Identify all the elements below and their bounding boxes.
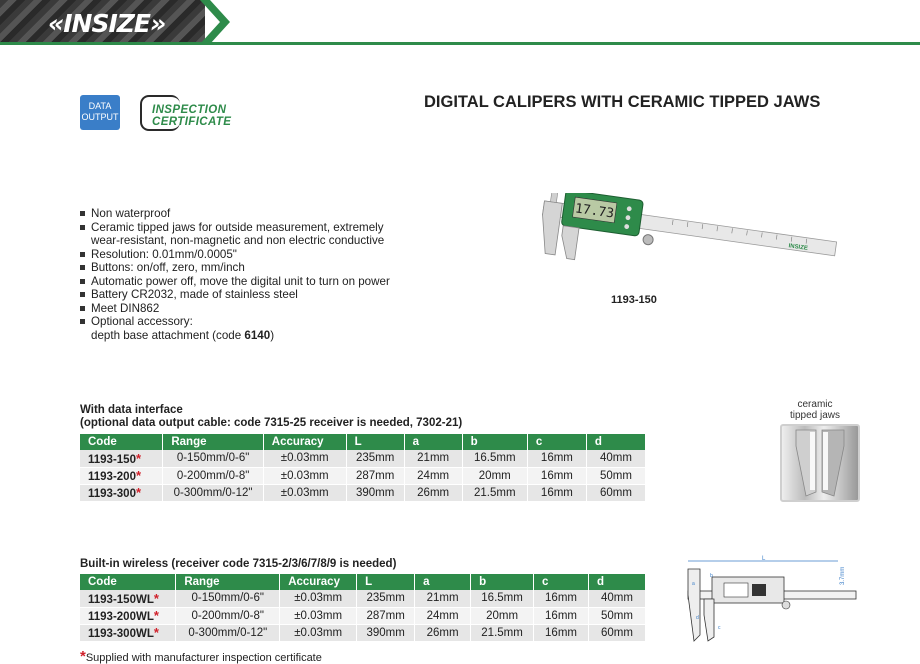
cell-a: 26mm <box>415 624 471 641</box>
header-c: c <box>534 574 589 590</box>
accessory-code: 6140 <box>244 328 271 342</box>
diagram-label-L: L <box>762 556 766 562</box>
cell-range: 0-200mm/0-8" <box>163 467 263 484</box>
cell-b: 16.5mm <box>462 450 527 467</box>
diagram-label-b: b <box>710 573 713 579</box>
cell-code <box>80 624 176 641</box>
feature-item: Resolution: 0.01mm/0.0005" <box>80 248 390 262</box>
header-accuracy: Accuracy <box>280 574 357 590</box>
cell-code <box>80 484 163 501</box>
ceramic-jaws-image <box>780 424 860 502</box>
cell-L: 235mm <box>357 590 415 607</box>
product-label: 1193-150 <box>611 294 657 306</box>
cell-accuracy: ±0.03mm <box>280 590 357 607</box>
table-header-row <box>80 574 646 590</box>
caliper-product-image <box>530 193 842 293</box>
certificate-star-icon: * <box>153 608 159 623</box>
header-b: b <box>462 434 527 450</box>
feature-item: Optional accessory: <box>80 315 390 329</box>
header-d: d <box>588 574 645 590</box>
table-row <box>80 607 646 624</box>
cell-a: 21mm <box>415 590 471 607</box>
header-accuracy: Accuracy <box>263 434 346 450</box>
header-range: Range <box>176 574 280 590</box>
diagram-label-c: c <box>718 625 721 631</box>
cell-range: 0-300mm/0-12" <box>176 624 280 641</box>
feature-item: Automatic power off, move the digital unit to turn on power <box>80 275 390 289</box>
data-output-line1: DATA <box>88 101 112 111</box>
header-banner <box>0 0 920 46</box>
code-text: 1193-200 <box>88 471 136 483</box>
certificate-star-icon: * <box>153 625 159 640</box>
cell-range: 0-300mm/0-12" <box>163 484 263 501</box>
table-row <box>80 467 646 484</box>
cell-L: 287mm <box>346 467 404 484</box>
brand-logo: «INSIZE» <box>48 9 166 38</box>
cell-d: 50mm <box>588 607 645 624</box>
feature-list <box>80 207 390 342</box>
data-output-badge <box>80 95 120 130</box>
diagram-label-a: a <box>692 581 695 587</box>
code-text: 1193-300WL <box>88 628 154 640</box>
cell-L: 235mm <box>346 450 404 467</box>
cell-a: 24mm <box>404 467 462 484</box>
cell-L: 287mm <box>357 607 415 624</box>
header-L: L <box>357 574 415 590</box>
header-code: Code <box>80 574 176 590</box>
page-title: DIGITAL CALIPERS WITH CERAMIC TIPPED JAWS <box>424 93 821 111</box>
cell-code <box>80 590 176 607</box>
feature-item: Battery CR2032, made of stainless steel <box>80 288 390 302</box>
cell-b: 16.5mm <box>471 590 534 607</box>
cell-c: 16mm <box>534 590 589 607</box>
certificate-line2: CERTIFICATE <box>152 116 232 128</box>
header-rule <box>0 42 920 45</box>
cell-d: 60mm <box>586 484 645 501</box>
code-text: 1193-150 <box>88 453 136 466</box>
spec-table-data-interface <box>80 434 646 502</box>
cell-c: 16mm <box>527 484 586 501</box>
header-b: b <box>471 574 534 590</box>
header-code: Code <box>80 434 163 450</box>
section1-title <box>80 404 462 430</box>
feature-item: Buttons: on/off, zero, mm/inch <box>80 261 390 275</box>
certificate-line1: INSPECTION <box>152 104 227 116</box>
accessory-text: depth base attachment (code <box>91 328 245 342</box>
certificate-star-icon: * <box>135 450 142 466</box>
feature-item-continued <box>80 329 390 343</box>
section2-title: Built-in wireless (receiver code 7315-2/3/6/7/8/9 is needed) <box>80 558 397 570</box>
data-output-line2: OUTPUT <box>81 112 119 122</box>
table-header-row <box>80 434 646 450</box>
code-text: 1193-300 <box>88 488 136 500</box>
cell-d: 40mm <box>588 590 645 607</box>
ceramic-caption-line2: tipped jaws <box>790 410 841 421</box>
header-L: L <box>346 434 404 450</box>
header-a: a <box>404 434 462 450</box>
header-c: c <box>527 434 586 450</box>
cell-a: 26mm <box>404 484 462 501</box>
feature-item: Non waterproof <box>80 207 390 221</box>
code-text: 1193-200WL <box>88 611 154 623</box>
section1-title-line2: (optional data output cable: code 7315-25 receiver is needed, 7302-21) <box>80 417 463 429</box>
cell-range: 0-200mm/0-8" <box>176 607 280 624</box>
header-a: a <box>415 574 471 590</box>
diagram-label-d: d <box>696 615 699 621</box>
table-row <box>80 590 646 607</box>
cell-accuracy: ±0.03mm <box>263 467 346 484</box>
code-text: 1193-150WL <box>88 593 154 606</box>
cell-d: 50mm <box>586 467 645 484</box>
svg-text:INSIZE: INSIZE <box>788 243 809 252</box>
table-row <box>80 624 646 641</box>
cell-accuracy: ±0.03mm <box>280 607 357 624</box>
cell-range: 0-150mm/0-6" <box>163 450 263 467</box>
cell-d: 60mm <box>588 624 645 641</box>
cell-c: 16mm <box>527 467 586 484</box>
display-reading: 17.73 <box>574 201 615 222</box>
footnote-text: Supplied with manufacturer inspection certificate <box>85 652 322 664</box>
feature-item-continued: wear-resistant, non-magnetic and non electric conductive <box>91 234 385 247</box>
cell-c: 16mm <box>534 607 589 624</box>
header-d: d <box>586 434 645 450</box>
diagram-label-dim: 3.7mm <box>840 566 846 585</box>
cell-a: 24mm <box>415 607 471 624</box>
caliper-dimension-diagram <box>682 555 862 645</box>
ceramic-jaws-drawing <box>782 426 858 500</box>
accessory-close: ) <box>270 328 275 342</box>
cell-b: 21.5mm <box>471 624 534 641</box>
section1-title-line1: With data interface <box>80 404 183 416</box>
cell-b: 20mm <box>471 607 534 624</box>
spec-table-wireless <box>80 574 646 642</box>
cell-accuracy: ±0.03mm <box>263 450 346 467</box>
certificate-star-icon: * <box>153 590 159 606</box>
ceramic-jaws-caption <box>790 399 840 421</box>
feature-item: Ceramic tipped jaws for outside measurement, extremely <box>80 221 390 235</box>
ceramic-caption-line1: ceramic <box>797 399 833 410</box>
cell-c: 16mm <box>534 624 589 641</box>
cell-range: 0-150mm/0-6" <box>176 590 280 607</box>
inspection-certificate-badge <box>140 95 250 131</box>
footnote <box>80 648 322 664</box>
certificate-star-icon: * <box>135 485 142 500</box>
cell-d: 40mm <box>586 450 645 467</box>
cell-L: 390mm <box>357 624 415 641</box>
cell-L: 390mm <box>346 484 404 501</box>
cell-accuracy: ±0.03mm <box>280 624 357 641</box>
footnote-star-icon: * <box>80 648 86 664</box>
cell-code <box>80 607 176 624</box>
header-range: Range <box>163 434 263 450</box>
cell-c: 16mm <box>527 450 586 467</box>
cell-b: 20mm <box>462 467 527 484</box>
cell-code <box>80 467 163 484</box>
certificate-star-icon: * <box>135 468 142 483</box>
table-row <box>80 484 646 501</box>
cell-b: 21.5mm <box>462 484 527 501</box>
cell-code <box>80 450 163 467</box>
cell-a: 21mm <box>404 450 462 467</box>
feature-item: Meet DIN862 <box>80 302 390 316</box>
table-row <box>80 450 646 467</box>
cell-accuracy: ±0.03mm <box>263 484 346 501</box>
